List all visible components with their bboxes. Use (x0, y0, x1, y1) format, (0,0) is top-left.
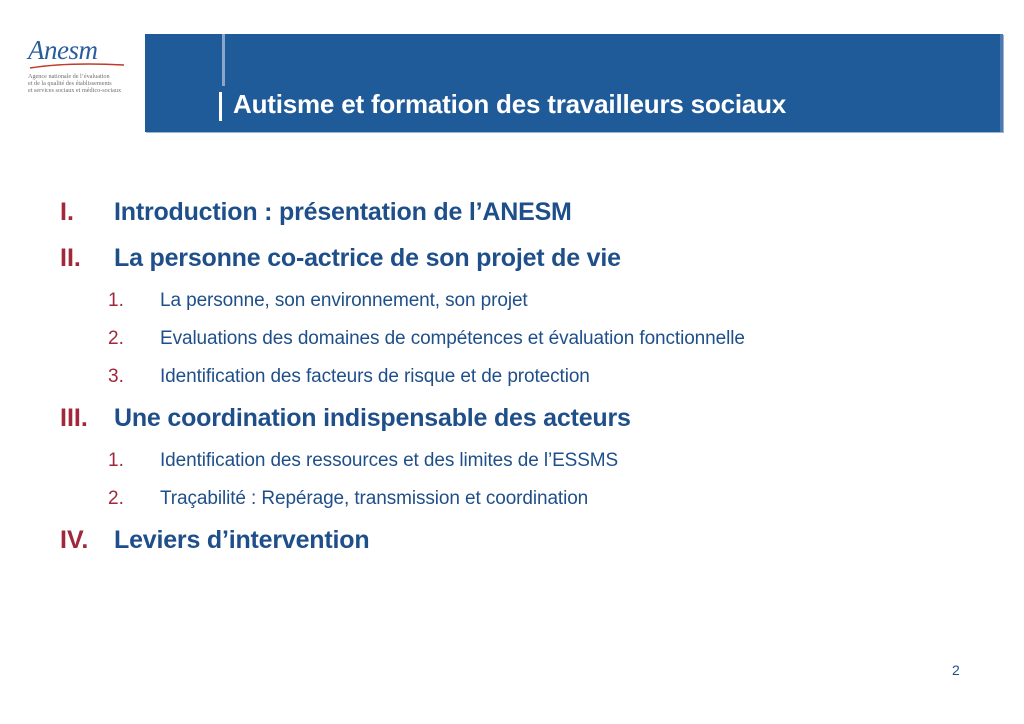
title-accent-bar (219, 92, 222, 121)
section-item (60, 404, 1000, 450)
subsection-number: 3. (108, 366, 124, 387)
section-title: La personne co-actrice de son projet de vie (114, 244, 621, 272)
banner-accent-bar (222, 34, 225, 86)
section-number: IV. (60, 526, 89, 554)
subsection-number: 1. (108, 290, 124, 311)
logo-wordmark: Anesm (28, 35, 98, 65)
section-number: I. (60, 198, 74, 226)
subsection-text: Traçabilité : Repérage, transmission et coordination (160, 488, 589, 509)
subsection-number: 1. (108, 450, 124, 471)
section-item (60, 198, 1000, 244)
section-item (60, 244, 1000, 290)
section-title: Leviers d’intervention (114, 526, 370, 554)
subsection-number: 2. (108, 488, 124, 509)
subsection-item (60, 488, 1000, 526)
subsection-number: 2. (108, 328, 124, 349)
header-banner (145, 34, 1003, 132)
section-number: II. (60, 244, 81, 272)
page-number: 2 (952, 662, 960, 678)
subsection-item (60, 328, 1000, 366)
anesm-logo (28, 36, 128, 95)
subsection-text: Identification des ressources et des limites de l’ESSMS (160, 450, 619, 471)
section-title: Une coordination indispensable des acteurs (114, 404, 631, 432)
section-title: Introduction : présentation de l’ANESM (114, 198, 572, 226)
outline-list (60, 198, 1000, 572)
logo-subtitle-line: et de la qualité des établissements (28, 80, 112, 88)
subsection-text: Evaluations des domaines de compétences et évaluation fonctionnelle (160, 328, 745, 349)
subsection-text: Identification des facteurs de risque et de protection (160, 366, 590, 387)
slide-title: Autisme et formation des travailleurs sociaux (233, 89, 787, 119)
subsection-item (60, 290, 1000, 328)
section-item (60, 526, 1000, 572)
banner-edge (1000, 34, 1003, 132)
subsection-text: La personne, son environnement, son projet (160, 290, 528, 311)
logo-subtitle-line: Agence nationale de l’évaluation (28, 73, 110, 80)
logo-subtitle-line: et services sociaux et médico-sociaux (28, 87, 122, 95)
section-number: III. (60, 404, 88, 432)
logo-subtitle (28, 73, 128, 95)
subsection-item (60, 366, 1000, 404)
subsection-item (60, 450, 1000, 488)
